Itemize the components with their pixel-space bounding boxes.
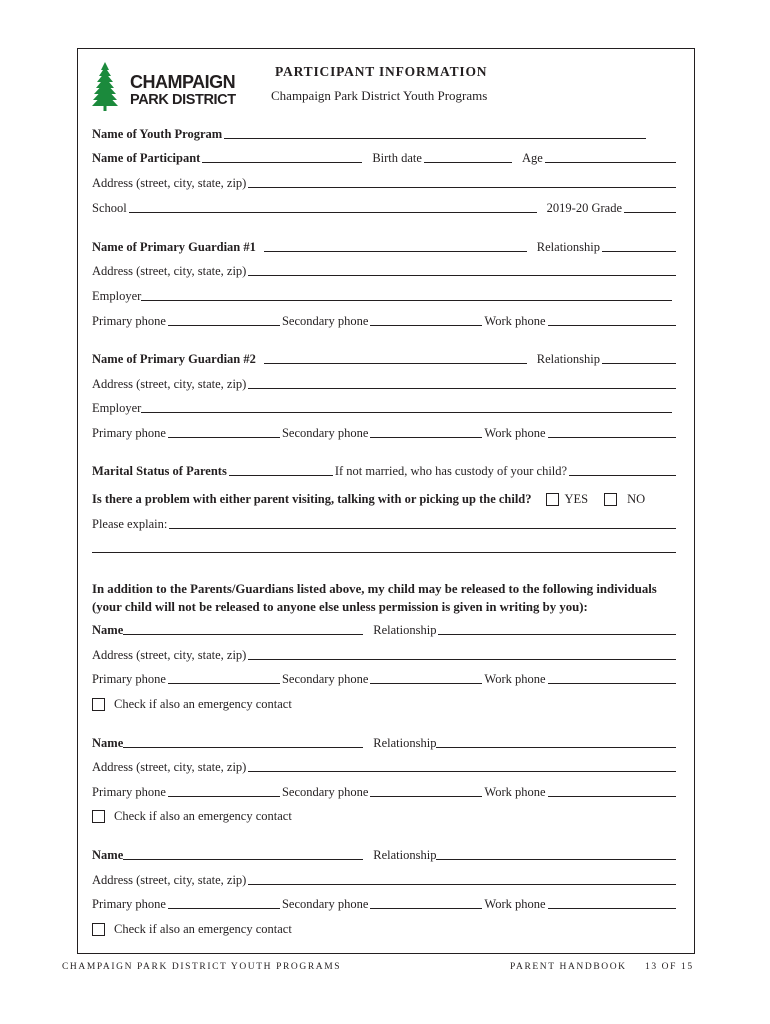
guardian2-secondary-phone-field[interactable] (370, 437, 482, 438)
contact1-work-phone-label: Work phone (484, 672, 546, 686)
grade-label: 2019-20 Grade (546, 201, 622, 215)
contact3-relationship-field[interactable] (436, 859, 676, 860)
contact1-secondary-phone-label: Secondary phone (281, 672, 369, 686)
contact2-name-row (92, 733, 678, 751)
contact1-phones-row (92, 669, 678, 687)
contact2-name-field[interactable] (123, 747, 363, 748)
school-label: School (92, 201, 127, 215)
participant-row (92, 148, 678, 166)
contact3-emergency-row (92, 919, 678, 937)
guardian1-work-phone-label: Work phone (484, 314, 546, 328)
school-field[interactable] (129, 212, 537, 213)
guardian1-phones-row (92, 311, 678, 329)
logo-line2: PARK DISTRICT (130, 92, 236, 108)
footer-page-number: 13 OF 15 (645, 962, 694, 972)
explain-row (92, 514, 678, 532)
explain-row-2 (92, 538, 678, 556)
contact2-relationship-field[interactable] (436, 747, 676, 748)
contact1-address-label: Address (street, city, state, zip) (92, 648, 247, 662)
participant-name-field[interactable] (202, 162, 362, 163)
contact3-phones-row (92, 894, 678, 912)
guardian1-work-phone-field[interactable] (548, 325, 676, 326)
contact3-address-label: Address (street, city, state, zip) (92, 873, 247, 887)
contact3-primary-phone-field[interactable] (168, 908, 280, 909)
guardian2-work-phone-field[interactable] (548, 437, 676, 438)
tree-logo-icon (91, 60, 131, 112)
contact2-address-field[interactable] (248, 771, 676, 772)
contact2-work-phone-field[interactable] (548, 796, 676, 797)
contact1-address-field[interactable] (248, 659, 676, 660)
contact1-primary-phone-label: Primary phone (92, 672, 166, 686)
guardian1-employer-field[interactable] (141, 300, 672, 301)
contact1-name-label: Name (92, 623, 124, 637)
contact1-emergency-checkbox[interactable] (92, 698, 105, 711)
school-row (92, 198, 678, 216)
guardian2-name-field[interactable] (264, 363, 527, 364)
guardian2-employer-row (92, 398, 674, 416)
contact1-primary-phone-field[interactable] (168, 683, 280, 684)
guardian2-address-row (92, 374, 678, 392)
contact2-emergency-row (92, 806, 678, 824)
birth-date-field[interactable] (424, 162, 512, 163)
contact3-emergency-checkbox[interactable] (92, 923, 105, 936)
contact3-work-phone-field[interactable] (548, 908, 676, 909)
page-subtitle: Champaign Park District Youth Programs (271, 88, 488, 103)
explain-field-2[interactable] (92, 552, 676, 553)
contact1-name-field[interactable] (123, 634, 363, 635)
contact2-address-row (92, 757, 678, 775)
participant-address-field[interactable] (248, 187, 676, 188)
guardian1-address-label: Address (street, city, state, zip) (92, 264, 247, 278)
problem-question: Is there a problem with either parent visiting, talking with or picking up the child? (92, 492, 532, 506)
guardian2-primary-phone-label: Primary phone (92, 426, 166, 440)
contact1-address-row (92, 645, 678, 663)
contact1-name-row (92, 620, 678, 638)
guardian2-work-phone-label: Work phone (484, 426, 546, 440)
guardian1-relationship-label: Relationship (536, 240, 600, 254)
guardian1-relationship-field[interactable] (602, 251, 676, 252)
contact3-secondary-phone-label: Secondary phone (281, 897, 369, 911)
contact2-address-label: Address (street, city, state, zip) (92, 760, 247, 774)
participant-address-label: Address (street, city, state, zip) (92, 176, 247, 190)
youth-program-field[interactable] (224, 138, 646, 139)
marital-status-label: Marital Status of Parents (92, 464, 227, 478)
guardian1-employer-row (92, 286, 674, 304)
guardian1-address-row (92, 261, 678, 279)
contact2-primary-phone-label: Primary phone (92, 785, 166, 799)
contact2-secondary-phone-label: Secondary phone (281, 785, 369, 799)
contact1-emergency-row (92, 694, 678, 712)
guardian2-employer-field[interactable] (141, 412, 672, 413)
guardian2-name-label: Name of Primary Guardian #2 (92, 352, 256, 366)
guardian2-relationship-label: Relationship (536, 352, 600, 366)
guardian1-secondary-phone-field[interactable] (370, 325, 482, 326)
guardian1-employer-label: Employer (92, 289, 142, 303)
birth-date-label: Birth date (372, 151, 422, 165)
participant-name-label: Name of Participant (92, 151, 201, 165)
contact3-address-row (92, 870, 678, 888)
guardian1-row (92, 237, 678, 255)
guardian2-secondary-phone-label: Secondary phone (281, 426, 369, 440)
guardian2-relationship-field[interactable] (602, 363, 676, 364)
guardian1-primary-phone-field[interactable] (168, 325, 280, 326)
no-checkbox[interactable] (604, 493, 617, 506)
age-label: Age (521, 151, 543, 165)
marital-status-field[interactable] (229, 475, 333, 476)
contact3-name-label: Name (92, 848, 124, 862)
contact3-primary-phone-label: Primary phone (92, 897, 166, 911)
youth-program-row (92, 124, 648, 142)
explain-label: Please explain: (92, 517, 168, 531)
guardian2-row (92, 349, 678, 367)
contact1-emergency-label: Check if also an emergency contact (114, 697, 292, 711)
marital-row (92, 461, 678, 479)
contact2-emergency-checkbox[interactable] (92, 810, 105, 823)
guardian2-address-label: Address (street, city, state, zip) (92, 377, 247, 391)
guardian2-employer-label: Employer (92, 401, 142, 415)
contact2-relationship-label: Relationship (373, 736, 437, 750)
guardian2-address-field[interactable] (248, 388, 676, 389)
contact1-relationship-field[interactable] (438, 634, 676, 635)
logo-line1: CHAMPAIGN (130, 72, 236, 92)
guardian1-name-label: Name of Primary Guardian #1 (92, 240, 256, 254)
footer-handbook: PARENT HANDBOOK (510, 962, 627, 972)
contact1-work-phone-field[interactable] (548, 683, 676, 684)
guardian2-primary-phone-field[interactable] (168, 437, 280, 438)
contact2-phones-row (92, 782, 678, 800)
guardian1-secondary-phone-label: Secondary phone (281, 314, 369, 328)
contact1-secondary-phone-field[interactable] (370, 683, 482, 684)
contact3-name-field[interactable] (123, 859, 363, 860)
contact3-name-row (92, 845, 678, 863)
contact3-address-field[interactable] (248, 884, 676, 885)
contact2-primary-phone-field[interactable] (168, 796, 280, 797)
contact2-name-label: Name (92, 736, 124, 750)
page-title: PARTICIPANT INFORMATION (275, 64, 488, 79)
footer-org: CHAMPAIGN PARK DISTRICT YOUTH PROGRAMS (62, 962, 342, 972)
guardian1-address-field[interactable] (248, 275, 676, 276)
contact3-emergency-label: Check if also an emergency contact (114, 922, 292, 936)
contact2-emergency-label: Check if also an emergency contact (114, 809, 292, 823)
no-label: NO (627, 492, 646, 506)
guardian1-name-field[interactable] (264, 251, 527, 252)
contact2-work-phone-label: Work phone (484, 785, 546, 799)
yes-label: YES (564, 492, 589, 506)
yes-checkbox[interactable] (546, 493, 559, 506)
contact3-secondary-phone-field[interactable] (370, 908, 482, 909)
contact3-work-phone-label: Work phone (484, 897, 546, 911)
guardian1-primary-phone-label: Primary phone (92, 314, 166, 328)
contact1-relationship-label: Relationship (373, 623, 437, 637)
custody-label: If not married, who has custody of your child? (334, 464, 568, 478)
custody-field[interactable] (569, 475, 676, 476)
release-statement: In addition to the Parents/Guardians listed above, my child may be released to the following individuals (your child will not be released to anyone else unless permission is given in writing by you): (92, 582, 657, 614)
contact3-relationship-label: Relationship (373, 848, 437, 862)
participant-address-row (92, 173, 678, 191)
age-field[interactable] (545, 162, 676, 163)
guardian2-phones-row (92, 423, 678, 441)
problem-row (92, 489, 678, 507)
youth-program-label: Name of Youth Program (92, 127, 223, 141)
contact2-secondary-phone-field[interactable] (370, 796, 482, 797)
explain-field[interactable] (169, 528, 676, 529)
grade-field[interactable] (624, 212, 676, 213)
